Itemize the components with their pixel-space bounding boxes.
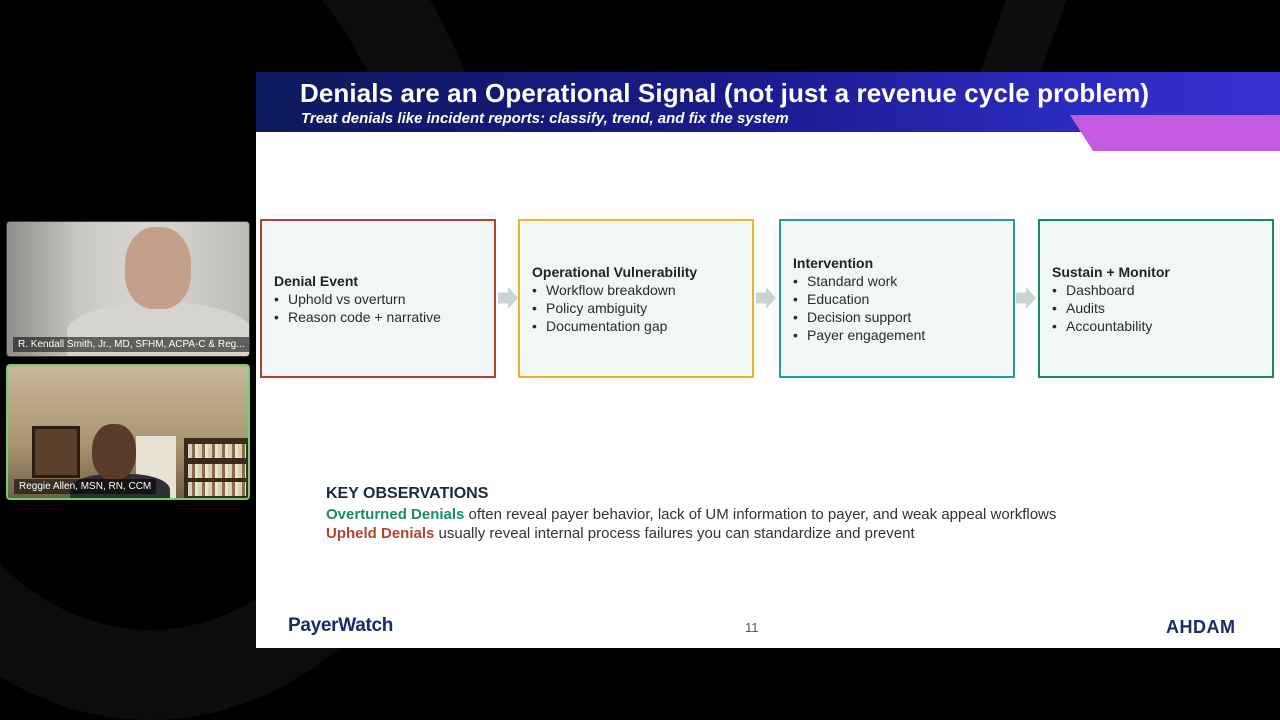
flow-arrow-icon	[1016, 287, 1036, 309]
flow-arrow-icon	[498, 287, 518, 309]
overturned-label: Overturned Denials	[326, 505, 465, 523]
step-item: • Education	[793, 290, 1001, 308]
participant-tile-1[interactable]	[6, 221, 250, 357]
step-item: • Documentation gap	[532, 317, 740, 335]
ahdam-logo: AHDAM	[1166, 617, 1236, 637]
step-box-operational-vulnerability	[518, 219, 754, 378]
key-observations	[326, 484, 1056, 544]
step-title: Intervention	[793, 254, 874, 271]
step-item: • Payer engagement	[793, 326, 1001, 344]
step-title: Operational Vulnerability	[532, 263, 698, 280]
step-box-sustain-monitor	[1038, 219, 1274, 378]
participant-name-tag: Reggie Allen, MSN, RN, CCM	[14, 479, 156, 494]
step-item: • Audits	[1052, 299, 1260, 317]
step-box-denial-event	[260, 219, 496, 378]
slide-subtitle: Treat denials like incident reports: classify, trend, and fix the system	[301, 110, 789, 127]
flow-arrow-icon	[756, 287, 776, 309]
step-item: • Policy ambiguity	[532, 299, 740, 317]
observation-text: usually reveal internal process failures you can standardize and prevent	[434, 525, 915, 542]
upheld-label: Upheld Denials	[326, 525, 435, 542]
step-item: • Uphold vs overturn	[274, 290, 482, 308]
participant-tile-2[interactable]	[6, 364, 250, 500]
step-box-intervention	[779, 219, 1015, 378]
step-item: • Workflow breakdown	[532, 281, 740, 299]
bookshelf-row	[188, 482, 246, 496]
step-title: Denial Event	[274, 272, 359, 289]
step-title: Sustain + Monitor	[1052, 263, 1170, 280]
step-item: • Decision support	[793, 308, 1001, 326]
participant-head	[125, 227, 191, 309]
participant-head	[92, 424, 136, 480]
step-item: • Reason code + narrative	[274, 308, 482, 326]
shared-slide	[256, 72, 1280, 648]
observations-heading: KEY OBSERVATIONS	[326, 485, 489, 502]
slide-title: Denials are an Operational Signal (not just a revenue cycle problem)	[300, 78, 1150, 108]
step-item: • Standard work	[793, 272, 1001, 290]
observation-line-overturned	[326, 505, 1056, 525]
observation-line-upheld	[326, 524, 1056, 544]
wall-picture	[32, 426, 80, 478]
payerwatch-logo: PayerWatch	[288, 615, 394, 636]
bookshelf-row	[188, 464, 246, 478]
participant-name-tag: R. Kendall Smith, Jr., MD, SFHM, ACPA-C & Reg...	[13, 337, 250, 352]
header-accent-shape	[1070, 115, 1280, 151]
step-item: • Dashboard	[1052, 281, 1260, 299]
bookshelf-row	[188, 444, 246, 458]
step-item: • Accountability	[1052, 317, 1260, 335]
observation-text: often reveal payer behavior, lack of UM information to payer, and weak appeal workflows	[464, 505, 1057, 523]
page-number: 11	[745, 620, 759, 635]
